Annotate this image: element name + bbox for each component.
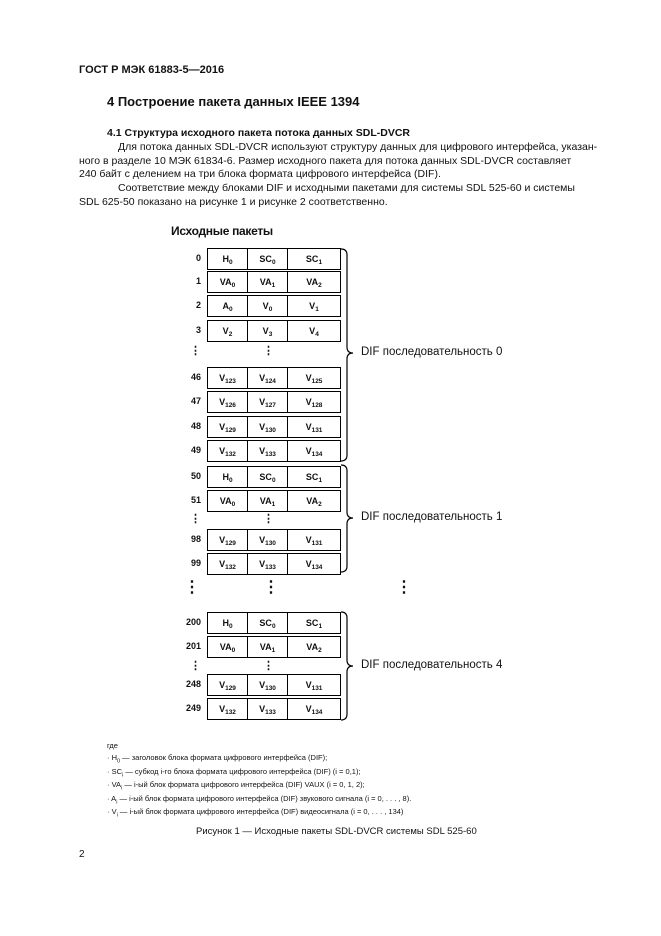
row-number: 47	[190, 396, 201, 406]
vertical-ellipsis: ⋮	[184, 579, 200, 596]
row-number: 48	[190, 421, 201, 431]
ellipsis-marker: ⋮	[190, 660, 201, 672]
vertical-ellipsis: ⋮	[263, 579, 279, 596]
row-number: 50	[190, 471, 201, 481]
paragraph-1-line-1: Для потока данных SDL-DVCR используют структуру данных для цифрового интерфейса, указан-	[118, 141, 598, 153]
dif-block-cell: $V_{132}$	[207, 440, 248, 462]
figure-caption: Рисунок 1 — Исходные пакеты SDL-DVCR системы SDL 525-60	[196, 826, 477, 837]
subsection-title: 4.1 Структура исходного пакета потока данных SDL-DVCR	[107, 127, 411, 139]
group-label-0: DIF последовательность 0	[361, 346, 503, 358]
dif-block-cell: $VA_2$	[287, 490, 341, 512]
dif-block-cell: $SC_0$	[247, 612, 288, 634]
brace-group-1	[341, 465, 353, 572]
dif-block-cell: $VA_2$	[287, 271, 341, 293]
ellipsis-marker: ⋮	[190, 513, 201, 525]
figure-title: Исходные пакеты	[171, 224, 273, 238]
vertical-ellipsis: ⋮	[396, 579, 412, 596]
dif-block-cell: $H_0$	[207, 248, 248, 270]
row-number: 2	[195, 300, 201, 310]
dif-block-cell: $V_{125}$	[287, 367, 341, 389]
dif-block-cell: $V_{133}$	[247, 440, 288, 462]
row-number: 49	[190, 445, 201, 455]
dif-block-cell: $A_0$	[207, 295, 248, 317]
dif-block-cell: $V_{130}$	[247, 529, 288, 551]
note-item: · $V_i$ — i-ый блок формата цифрового интерфейса (DIF) видеосигнала (i = 0, . . . , 134)	[107, 807, 404, 819]
dif-block-cell: $VA_2$	[287, 636, 341, 658]
dif-block-cell: $V_{131}$	[287, 529, 341, 551]
notes-intro: где	[107, 741, 118, 750]
row-number: 46	[190, 372, 201, 382]
row-number: 249	[185, 703, 201, 713]
dif-block-cell: $VA_1$	[247, 490, 288, 512]
note-item: · $H_0$ — заголовок блока формата цифрового интерфейса (DIF);	[107, 753, 328, 765]
dif-block-cell: $SC_1$	[287, 612, 341, 634]
dif-block-cell: $V_1$	[287, 295, 341, 317]
dif-block-cell: $VA_0$	[207, 271, 248, 293]
dif-block-cell: $VA_0$	[207, 636, 248, 658]
dif-block-cell: $V_{129}$	[207, 529, 248, 551]
dif-block-cell: $V_{132}$	[207, 553, 248, 575]
row-number: 51	[190, 495, 201, 505]
note-item: · $VA_i$ — i-ый блок формата цифрового интерфейса (DIF) VAUX (i = 0, 1, 2);	[107, 780, 365, 792]
section-title: 4 Построение пакета данных IEEE 1394	[107, 94, 360, 109]
dif-block-cell: $VA_1$	[247, 271, 288, 293]
dif-block-cell: $V_{127}$	[247, 391, 288, 413]
dif-block-cell: $V_3$	[247, 320, 288, 342]
dif-block-cell: $V_{133}$	[247, 698, 288, 720]
row-number: 3	[195, 325, 201, 335]
dif-block-cell: $V_{126}$	[207, 391, 248, 413]
row-number: 98	[190, 534, 201, 544]
dif-block-cell: $V_{131}$	[287, 674, 341, 696]
row-number: 0	[195, 253, 201, 263]
page-number: 2	[79, 849, 85, 860]
dif-block-cell: $SC_0$	[247, 466, 288, 488]
row-number: 248	[185, 679, 201, 689]
ellipsis-marker: ⋮	[190, 345, 201, 357]
brace-group-4	[341, 612, 353, 720]
dif-block-cell: $SC_1$	[287, 248, 341, 270]
row-number: 201	[185, 641, 201, 651]
dif-block-cell: $V_{128}$	[287, 391, 341, 413]
dif-block-cell: $V_{130}$	[247, 674, 288, 696]
document-header: ГОСТ Р МЭК 61883-5—2016	[79, 64, 225, 76]
dif-block-cell: $H_0$	[207, 612, 248, 634]
note-item: · $SC_i$ — субкод i-го блока формата цифрового интерфейса (DIF) (i = 0,1);	[107, 767, 361, 779]
dif-block-cell: $V_{134}$	[287, 553, 341, 575]
ellipsis-marker: ⋮	[263, 660, 274, 672]
dif-block-cell: $V_{129}$	[207, 416, 248, 438]
ellipsis-marker: ⋮	[263, 513, 274, 525]
paragraph-2-line-2: SDL 625-50 показано на рисунке 1 и рисунке 2 соответственно.	[79, 195, 388, 208]
row-number: 200	[185, 617, 201, 627]
dif-block-cell: $H_0$	[207, 466, 248, 488]
dif-block-cell: $V_{129}$	[207, 674, 248, 696]
dif-block-cell: $V_0$	[247, 295, 288, 317]
row-number: 99	[190, 558, 201, 568]
dif-block-cell: $V_{123}$	[207, 367, 248, 389]
dif-block-cell: $V_{132}$	[207, 698, 248, 720]
dif-block-cell: $V_4$	[287, 320, 341, 342]
dif-block-cell: $V_2$	[207, 320, 248, 342]
dif-block-cell: $V_{131}$	[287, 416, 341, 438]
dif-block-cell: $V_{134}$	[287, 698, 341, 720]
note-item: · $A_i$ — i-ый блок формата цифрового интерфейса (DIF) звукового сигнала (i = 0, . . . , 8).	[107, 794, 412, 806]
dif-block-cell: $V_{133}$	[247, 553, 288, 575]
row-number: 1	[195, 276, 201, 286]
ellipsis-marker: ⋮	[263, 345, 274, 357]
dif-block-cell: $V_{124}$	[247, 367, 288, 389]
group-label-4: DIF последовательность 4	[361, 659, 503, 671]
group-label-1: DIF последовательность 1	[361, 511, 503, 523]
paragraph-1-line-3: 240 байт с делением на три блока формата цифрового интерфейса (DIF).	[79, 168, 441, 181]
brace-group-0	[341, 249, 353, 461]
dif-block-cell: $V_{134}$	[287, 440, 341, 462]
dif-block-cell: $SC_0$	[247, 248, 288, 270]
paragraph-1-line-2: ного в разделе 10 МЭК 61834-6. Размер исходного пакета для потока данных SDL-DVCR составляет	[79, 154, 572, 167]
paragraph-2-line-1: Соответствие между блоками DIF и исходными пакетами для системы SDL 525-60 и системы	[118, 182, 575, 194]
dif-block-cell: $VA_1$	[247, 636, 288, 658]
dif-block-cell: $VA_0$	[207, 490, 248, 512]
dif-block-cell: $SC_1$	[287, 466, 341, 488]
dif-block-cell: $V_{130}$	[247, 416, 288, 438]
